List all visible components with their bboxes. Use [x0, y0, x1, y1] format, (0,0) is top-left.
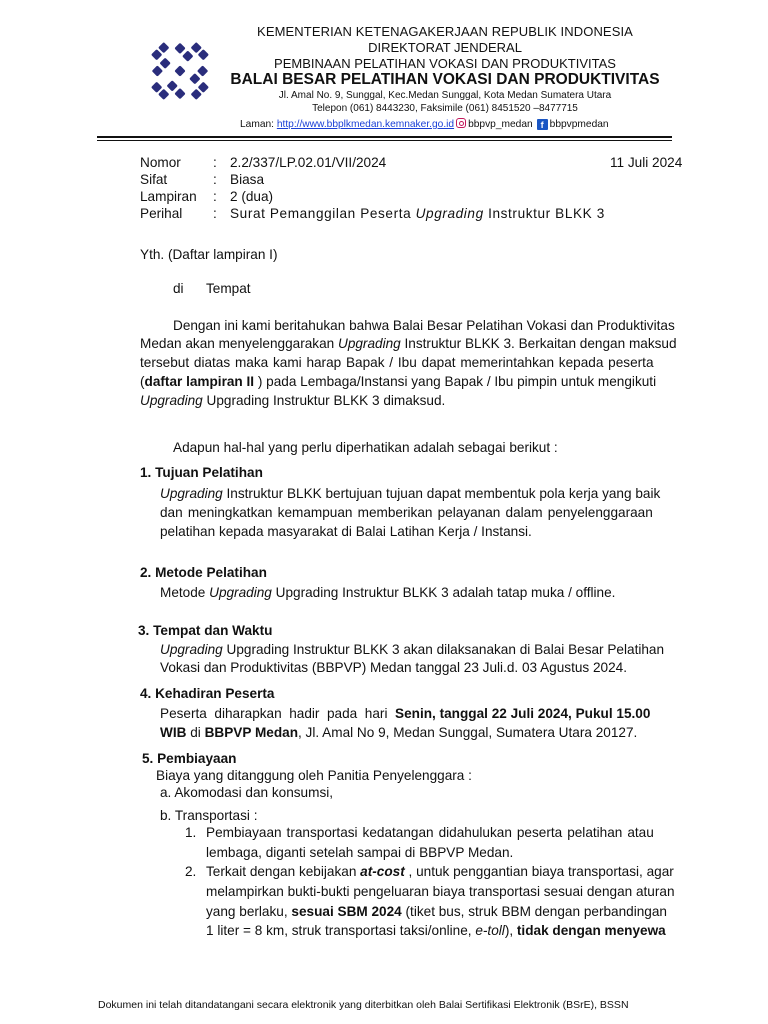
- text-bold: WIB: [160, 725, 187, 740]
- text-italic: Upgrading: [338, 336, 401, 351]
- section-line: pelatihan kepada masyarakat di Balai Latihan Kerja / Instansi.: [160, 524, 532, 539]
- recipient-place: Tempat: [206, 281, 251, 296]
- list-number: 1.: [185, 825, 197, 840]
- text-italic: Upgrading: [160, 486, 223, 501]
- text: ),: [504, 923, 517, 938]
- section-line: [160, 704, 650, 724]
- section-heading: 4. Kehadiran Peserta: [140, 686, 275, 701]
- perihal-text: Surat Pemanggilan Peserta: [230, 206, 416, 221]
- list-line: [206, 921, 666, 941]
- colon: :: [213, 172, 217, 187]
- header-rule-thick: [97, 136, 672, 138]
- text: Medan akan menyelenggarakan: [140, 336, 338, 351]
- text-bold-italic: at-cost: [360, 864, 405, 879]
- text: , untuk penggantian biaya transportasi, agar: [404, 864, 674, 879]
- text: Upgrading Instruktur BLKK 3 dimaksud.: [202, 393, 446, 408]
- perihal-text: Instruktur BLKK 3: [483, 206, 605, 221]
- division-name: PEMBINAAN PELATIHAN VOKASI DAN PRODUKTIVITAS: [274, 56, 616, 71]
- list-line: lembaga, diganti setelah sampai di BBPVP Medan.: [206, 845, 514, 860]
- text: (: [140, 374, 145, 389]
- lampiran-value: 2 (dua): [230, 189, 274, 204]
- list-number: 2.: [185, 864, 197, 879]
- section-heading: 3. Tempat dan Waktu: [138, 623, 273, 638]
- text-bold: tidak dengan menyewa: [516, 923, 666, 938]
- text: , Jl. Amal No 9, Medan Sunggal, Sumatera Utara 20127.: [298, 725, 638, 740]
- text-bold: BBPVP Medan: [204, 725, 298, 740]
- list-line: Pembiayaan transportasi kedatangan didahulukan peserta pelatihan atau: [206, 825, 654, 840]
- website-label: Laman:: [240, 119, 274, 130]
- text-italic: Upgrading: [209, 585, 272, 600]
- text: Metode: [160, 585, 210, 600]
- sifat-value: Biasa: [230, 172, 265, 187]
- list-line: [206, 862, 674, 882]
- text: Upgrading Instruktur BLKK 3 akan dilaksanakan di Balai Besar Pelatihan: [222, 642, 665, 657]
- facebook-handle: bbpvpmedan: [549, 119, 609, 130]
- directorate-name: DIREKTORAT JENDERAL: [368, 40, 522, 55]
- colon: :: [213, 155, 217, 170]
- section-line: [160, 640, 664, 660]
- section-line: [160, 484, 660, 504]
- nomor-label: Nomor: [140, 155, 181, 170]
- list-line: melampirkan bukti-bukti pengeluaran biaya transportasi sesuai dengan aturan: [206, 884, 675, 899]
- text-italic: e-toll: [475, 923, 505, 938]
- text: Instruktur BLKK 3. Berkaitan dengan maksud: [400, 336, 677, 351]
- paragraph-line: [140, 372, 656, 392]
- paragraph-line: tersebut diatas maka kami harap Bapak / Ibu dapat memerintahkan kepada peserta: [140, 355, 654, 370]
- section-heading: 5. Pembiayaan: [142, 751, 237, 766]
- perihal-italic: Upgrading: [415, 206, 484, 221]
- section-heading: 1. Tujuan Pelatihan: [140, 465, 263, 480]
- text: Instruktur BLKK bertujuan tujuan dapat membentuk pola kerja yang baik: [222, 486, 661, 501]
- text: Upgrading Instruktur BLKK 3 adalah tatap muka / offline.: [271, 585, 616, 600]
- perihal-label: Perihal: [140, 206, 183, 221]
- facebook-icon: f: [537, 119, 548, 130]
- paragraph-line: [140, 391, 445, 411]
- text-bold: Senin, tanggal 22 Juli 2024, Pukul 15.00: [395, 706, 651, 721]
- text-bold: sesuai SBM 2024: [291, 904, 402, 919]
- list-item: b. Transportasi :: [160, 808, 258, 823]
- perihal-value: [230, 204, 605, 224]
- text: yang berlaku,: [206, 904, 292, 919]
- text-bold: daftar lampiran II: [144, 374, 255, 389]
- section-line: [160, 723, 637, 743]
- letter-date: 11 Juli 2024: [610, 155, 683, 170]
- text-italic: Upgrading: [140, 393, 203, 408]
- institution-name: BALAI BESAR PELATIHAN VOKASI DAN PRODUKTIVITAS: [230, 71, 660, 88]
- section-heading: 2. Metode Pelatihan: [140, 565, 267, 580]
- contact-line: [240, 118, 609, 130]
- text-italic: Upgrading: [160, 642, 223, 657]
- lampiran-label: Lampiran: [140, 189, 197, 204]
- ministry-logo: [140, 30, 220, 112]
- phone: Telepon (061) 8443230, Faksimile (061) 8451520 –8477715: [312, 103, 578, 114]
- colon: :: [213, 189, 217, 204]
- paragraph-line: [140, 334, 677, 354]
- list-line: [206, 902, 667, 922]
- instagram-handle: bbpvp_medan: [468, 119, 533, 130]
- section-line: Vokasi dan Produktivitas (BBPVP) Medan tanggal 23 Juli.d. 03 Agustus 2024.: [160, 660, 628, 675]
- paragraph-line: Dengan ini kami beritahukan bahwa Balai Besar Pelatihan Vokasi dan Produktivitas: [173, 318, 675, 333]
- paragraph-intro: Adapun hal-hal yang perlu diperhatikan adalah sebagai berikut :: [173, 440, 558, 455]
- recipient-di: di: [173, 281, 184, 296]
- e-signature-footer: Dokumen ini telah ditandatangani secara elektronik yang diterbitkan oleh Balai Sertifikasi Elektronik (BSrE), BSSN: [98, 999, 629, 1011]
- sifat-label: Sifat: [140, 172, 168, 187]
- text: di: [186, 725, 205, 740]
- colon: :: [213, 206, 217, 221]
- address: Jl. Amal No. 9, Sunggal, Kec.Medan Sunggal, Kota Medan Sumatera Utara: [278, 90, 612, 101]
- list-item: a. Akomodasi dan konsumsi,: [160, 785, 334, 800]
- text: ) pada Lembaga/Instansi yang Bapak / Ibu pimpin untuk mengikuti: [254, 374, 657, 389]
- text: Peserta diharapkan hadir pada hari: [160, 706, 396, 721]
- text: 1 liter = 8 km, struk transportasi taksi/online,: [206, 923, 476, 938]
- recipient: Yth. (Daftar lampiran I): [140, 247, 278, 262]
- nomor-value: 2.2/337/LP.02.01/VII/2024: [230, 155, 387, 170]
- instagram-icon: [456, 118, 466, 128]
- section-line: Biaya yang ditanggung oleh Panitia Penyelenggara :: [156, 768, 472, 783]
- text: (tiket bus, struk BBM dengan perbandingan: [401, 904, 667, 919]
- text: Terkait dengan kebijakan: [206, 864, 361, 879]
- section-line: dan meningkatkan kemampuan memberikan pelayanan dalam penyelenggaraan: [160, 505, 653, 520]
- section-line: [160, 583, 615, 603]
- website-link[interactable]: http://www.bbplkmedan.kemnaker.go.id: [276, 119, 455, 130]
- ministry-name: KEMENTERIAN KETENAGAKERJAAN REPUBLIK INDONESIA: [257, 24, 633, 39]
- header-rule-thin: [97, 140, 672, 141]
